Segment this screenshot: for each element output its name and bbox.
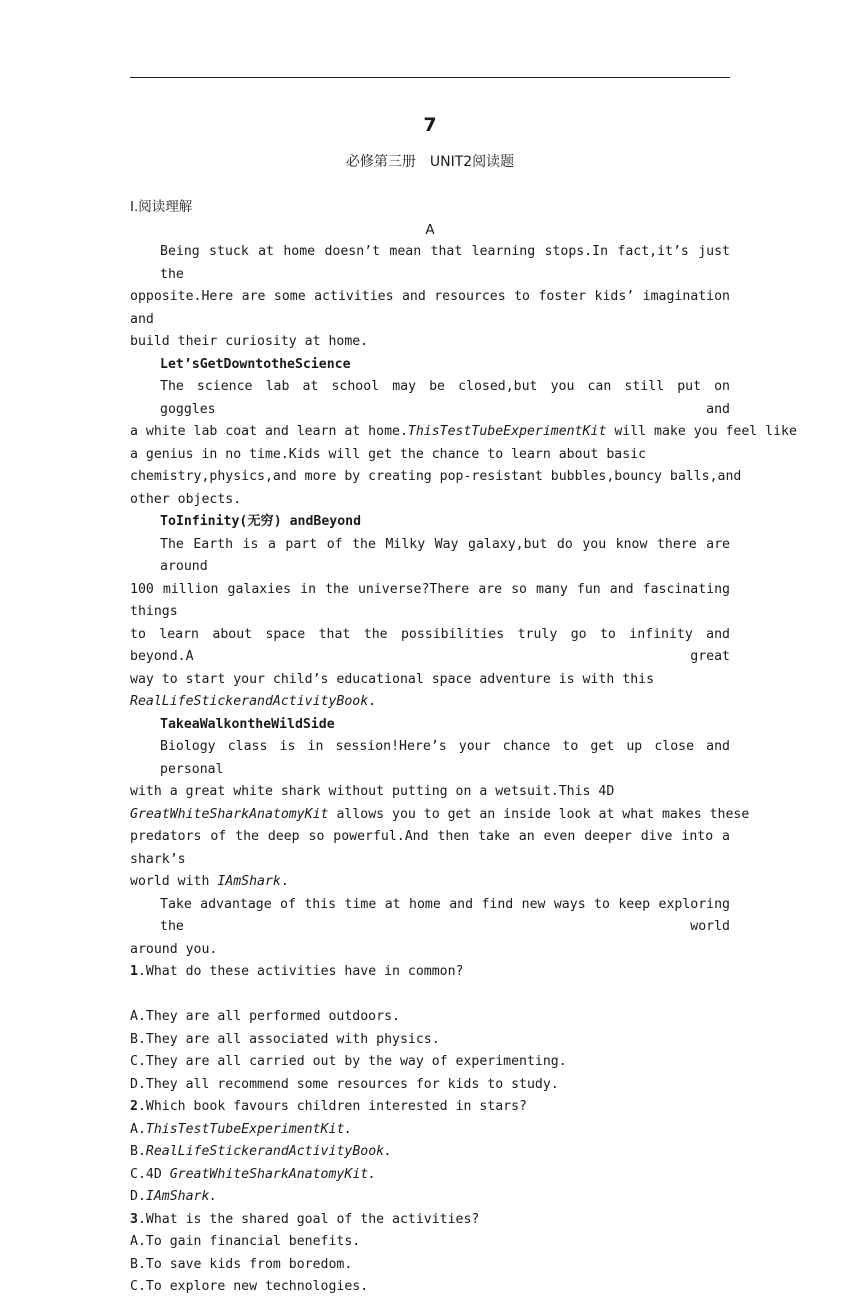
closing-line: around you. [130,941,218,957]
wild-line: Biology class is in session!Here’s your chance to get up close and personal [160,739,730,777]
answer-option: B.They are all associated with physics. [130,1031,440,1047]
book-title: RealLifeStickerandActivityBook [130,694,369,709]
wild-line: with a great white shark without putting on a wetsuit.This 4D [130,784,615,799]
intro-line: build their curiosity at home. [130,334,369,349]
book-title: IAmShark [217,874,281,889]
closing-line: Take advantage of this time at home and find new ways to keep exploring the world [160,896,730,934]
wild-line: GreatWhiteSharkAnatomyKit allows you to get an inside look at what makes these [130,806,750,822]
science-line: chemistry,physics,and more by creating pop-resistant bubbles,bouncy balls,and [130,469,742,484]
blank-line [130,984,730,1007]
science-line: other objects. [130,491,242,507]
header-rule [130,77,730,78]
answer-option: A.ThisTestTubeExperimentKit. [130,1121,353,1137]
intro-line: Being stuck at home doesn’t mean that learning stops.In fact,it’s just the [160,244,730,282]
kit-title: ThisTestTubeExperimentKit [407,424,607,439]
infinity-heading: ToInfinity(无穷) andBeyond [160,514,362,529]
science-heading: Let’sGetDowntotheScience [160,356,351,372]
answer-option: A.They are all performed outdoors. [130,1009,400,1024]
wild-line: predators of the deep so powerful.And then take an even deeper dive into a shark’s [130,829,730,867]
page-number: 7 [423,114,437,136]
answer-option: C.They are all carried out by the way of experimenting. [130,1054,567,1069]
infinity-line: The Earth is a part of the Milky Way galaxy,but do you know there are around [160,536,730,574]
answer-option: B.RealLifeStickerandActivityBook. [130,1144,393,1159]
document-body [130,196,797,1299]
infinity-line: way to start your child’s educational space adventure is with this [130,671,655,687]
intro-line: opposite.Here are some activities and resources to foster kids’ imagination and [130,289,730,327]
answer-option: D.They all recommend some resources for kids to study. [130,1076,559,1092]
infinity-line: RealLifeStickerandActivityBook. [130,694,377,709]
question-stem: 1.What do these activities have in common? [130,964,464,979]
wild-line: world with IAmShark. [130,874,289,889]
document-subtitle: 必修第三册 UNIT2阅读题 [345,154,515,170]
infinity-line: 100 million galaxies in the universe?There are so many fun and fascinating things [130,581,730,619]
answer-option: A.To gain financial benefits. [130,1234,361,1249]
question-stem: 3.What is the shared goal of the activities? [130,1211,480,1227]
answer-option: C.4D GreatWhiteSharkAnatomyKit. [130,1166,377,1182]
science-line: a genius in no time.Kids will get the chance to learn about basic [130,446,647,462]
infinity-line: to learn about space that the possibilities truly go to infinity and beyond.A great [130,626,730,664]
answer-option: C.To explore new technologies. [130,1279,369,1294]
science-line: a white lab coat and learn at home.ThisTestTubeExperimentKit will make you feel like [130,424,797,439]
science-line: The science lab at school may be closed,but you can still put on goggles and [160,379,730,417]
question-stem: 2.Which book favours children interested in stars? [130,1099,527,1114]
answer-option: B.To save kids from boredom. [130,1256,353,1272]
part-label: A [425,221,435,238]
section-title: Ⅰ.阅读理解 [130,199,193,215]
wild-heading: TakeaWalkontheWildSide [160,716,335,732]
answer-option: D.IAmShark. [130,1189,218,1204]
kit-title: GreatWhiteSharkAnatomyKit [130,806,329,822]
